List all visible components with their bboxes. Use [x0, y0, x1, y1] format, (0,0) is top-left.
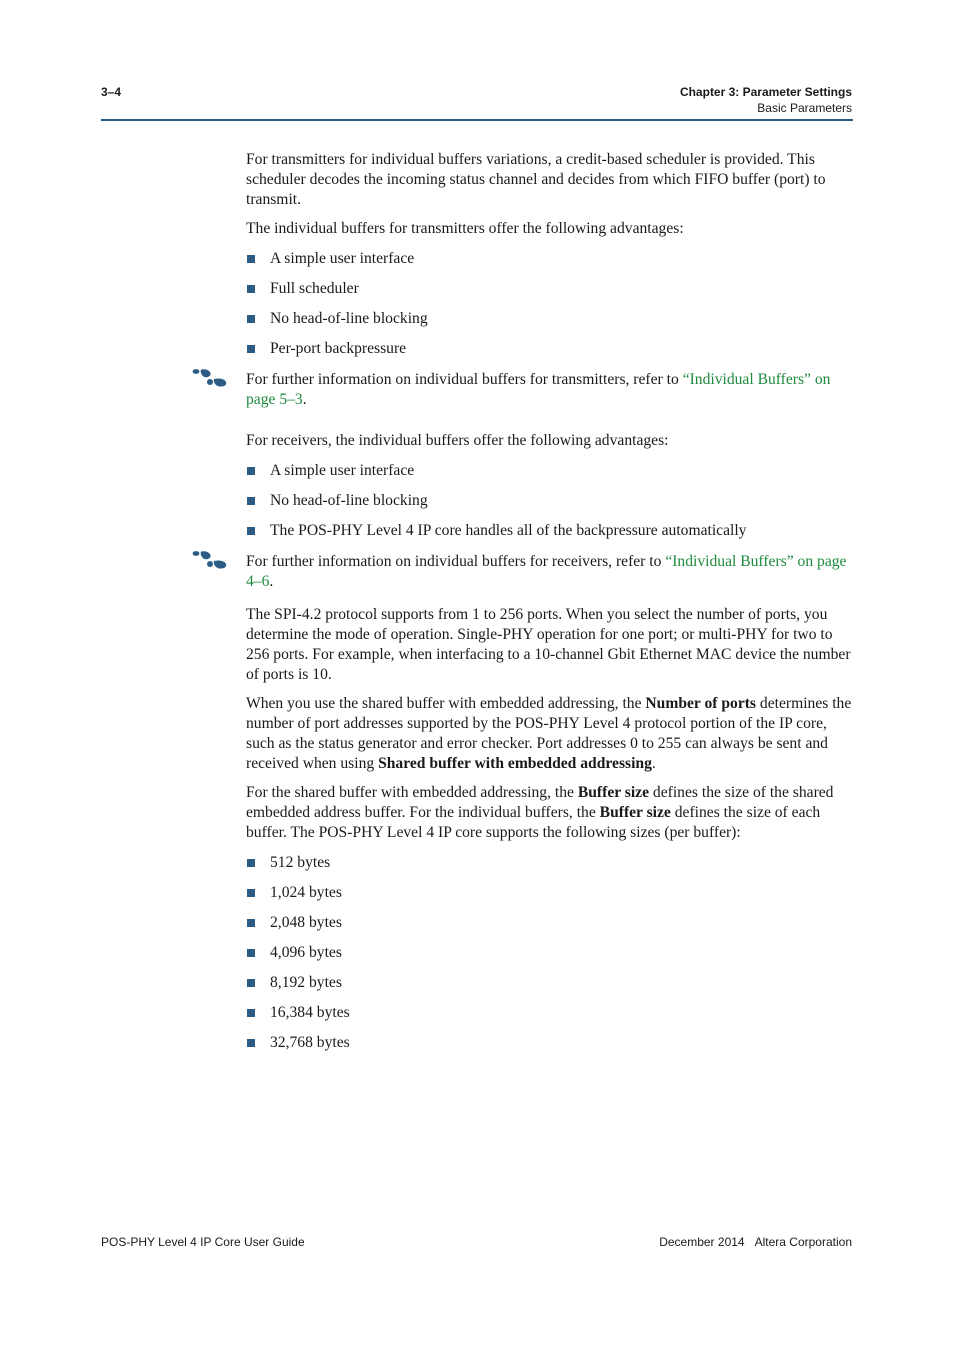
- list-item: 32,768 bytes: [246, 1033, 856, 1053]
- xref-link-rx[interactable]: “Individual Buffers” on page 4–6: [246, 553, 847, 590]
- paragraph-ports: The SPI-4.2 protocol supports from 1 to 256 ports. When you select the number of ports, you determine the mode of operation. Single-PHY operation for one port; or multi-PHY for two to 256 ports. For example, when interfacing to a 10-channel Gbit Ethernet MAC device the number of ports is 10.: [246, 606, 851, 683]
- list-item: 16,384 bytes: [246, 1003, 856, 1023]
- paragraph-tx-advantages: The individual buffers for transmitters offer the following advantages:: [246, 220, 684, 237]
- list-item: 8,192 bytes: [246, 973, 856, 993]
- list-item: 512 bytes: [246, 853, 856, 873]
- header-rule: [101, 119, 853, 121]
- footprints-icon: [191, 550, 231, 570]
- paragraph-tx-scheduler: For transmitters for individual buffers variations, a credit-based scheduler is provided. This scheduler decodes the incoming status channel and decides from which FIFO buffer (port) to transmit.: [246, 151, 826, 208]
- list-item: No head-of-line blocking: [246, 491, 856, 511]
- list-item: Full scheduler: [246, 279, 856, 299]
- footprints-icon: [191, 368, 231, 388]
- note-end: .: [269, 573, 274, 590]
- list-item: 4,096 bytes: [246, 943, 856, 963]
- note-text: For further information on individual buffers for transmitters, refer to: [246, 371, 683, 388]
- text-run: determines the number of port addresses supported by the POS-PHY Level 4 protocol portion of the IP core, such as the status generator and error checker. Port addresses 0 to 255 can always be sent and received when using: [246, 695, 852, 772]
- rx-advantages-list: [246, 461, 856, 541]
- xref-link-tx[interactable]: “Individual Buffers” on page 5–3: [246, 371, 831, 408]
- text-run: defines the size of each buffer. The POS-PHY Level 4 IP core supports the following sizes (per buffer):: [246, 804, 821, 841]
- list-item: A simple user interface: [246, 249, 856, 269]
- paragraph-buffer-size: [246, 783, 856, 843]
- buffer-size-list: [246, 853, 856, 1053]
- bold-term: Buffer size: [599, 804, 671, 821]
- note-tx: [246, 370, 856, 410]
- main-content: [246, 150, 856, 1063]
- paragraph-number-of-ports: [246, 694, 856, 774]
- note-text: For further information on individual buffers for receivers, refer to: [246, 553, 666, 570]
- bold-term: Buffer size: [577, 784, 650, 801]
- note-end: .: [302, 391, 307, 408]
- tx-advantages-list: [246, 249, 856, 359]
- footer-date: December 2014: [659, 1235, 745, 1249]
- chapter-title: Chapter 3: Parameter Settings: [679, 85, 852, 99]
- footer-company: Altera Corporation: [754, 1235, 852, 1249]
- list-item: 1,024 bytes: [246, 883, 856, 903]
- list-item: No head-of-line blocking: [246, 309, 856, 329]
- section-title: Basic Parameters: [757, 101, 852, 115]
- paragraph-rx-advantages: For receivers, the individual buffers offer the following advantages:: [246, 432, 669, 449]
- text-run: For the shared buffer with embedded addressing, the: [246, 784, 578, 801]
- bold-term: Number of ports: [645, 695, 757, 712]
- list-item: The POS-PHY Level 4 IP core handles all of the backpressure automatically: [246, 521, 856, 541]
- list-item: A simple user interface: [246, 461, 856, 481]
- list-item: Per-port backpressure: [246, 339, 856, 359]
- text-run: .: [651, 755, 656, 772]
- list-item: 2,048 bytes: [246, 913, 856, 933]
- text-run: defines the size of the shared embedded address buffer. For the individual buffers, the: [246, 784, 834, 821]
- bold-term: Shared buffer with embedded addressing: [378, 755, 652, 772]
- note-rx: [246, 552, 856, 592]
- text-run: When you use the shared buffer with embedded addressing, the: [246, 695, 646, 712]
- footer-right: [659, 1234, 852, 1250]
- page-number: 3–4: [101, 85, 122, 99]
- footer-guide-title: POS-PHY Level 4 IP Core User Guide: [101, 1235, 305, 1249]
